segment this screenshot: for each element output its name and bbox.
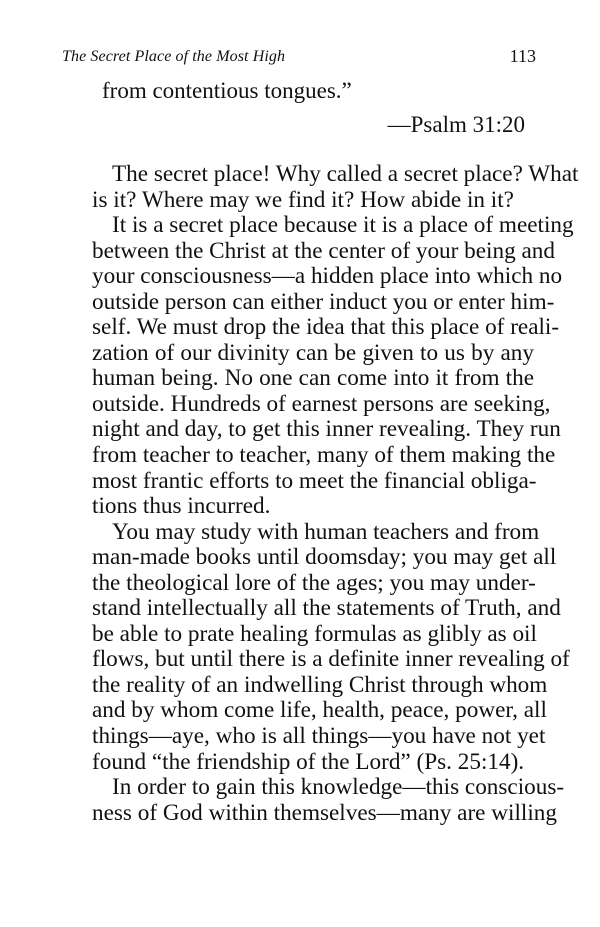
text-line: night and day, to get this inner revealing. They run — [92, 416, 561, 443]
text-line: man-made books until doomsday; you may get all — [92, 544, 557, 571]
text-line: things—aye, who is all things—you have not yet — [92, 723, 546, 750]
text-line: outside. Hundreds of earnest persons are seeking, — [92, 390, 551, 417]
page-number: 113 — [509, 46, 536, 66]
text-line: zation of our divinity can be given to us by any — [92, 339, 534, 366]
text-line: your consciousness—a hidden place into which no — [92, 263, 563, 290]
paragraph-1 — [72, 161, 579, 213]
text-line: be able to prate healing formulas as glibly as oil — [92, 620, 537, 647]
text-line: outside person can either induct you or enter him- — [92, 288, 555, 315]
text-line: tions thus incurred. — [92, 493, 271, 520]
text-line: most frantic efforts to meet the financial obliga- — [92, 467, 537, 494]
text-line: human being. No one can come into it from the — [92, 365, 534, 392]
text-line: You may study with human teachers and from — [112, 518, 540, 545]
text-line: is it? Where may we find it? How abide in it? — [92, 186, 514, 213]
paragraph-4 — [72, 774, 565, 826]
epigraph-closing-line: from contentious tongues.” — [102, 78, 352, 103]
text-line: from teacher to teacher, many of them making the — [92, 442, 556, 469]
running-head: The Secret Place of the Most High — [62, 48, 286, 65]
text-line: between the Christ at the center of your being and — [92, 237, 555, 264]
text-line: the reality of an indwelling Christ through whom — [92, 671, 548, 698]
text-line: ness of God within themselves—many are willing — [92, 799, 557, 826]
paragraph-2 — [72, 212, 574, 520]
text-line: self. We must drop the idea that this place of reali- — [92, 314, 560, 341]
paragraph-3 — [72, 518, 570, 775]
body-text — [72, 161, 579, 826]
epigraph-citation: —Psalm 31:20 — [387, 112, 525, 137]
text-line: the theological lore of the ages; you may under- — [92, 569, 536, 596]
text-line: stand intellectually all the statements of Truth, and — [92, 595, 561, 622]
text-line: and by whom come life, health, peace, power, all — [92, 697, 547, 724]
text-line: The secret place! Why called a secret place? What — [112, 161, 579, 187]
text-line: In order to gain this knowledge—this conscious- — [112, 774, 565, 801]
text-line: It is a secret place because it is a place of meeting — [112, 212, 574, 239]
text-line: found “the friendship of the Lord” (Ps. 25:14). — [92, 748, 525, 775]
text-line: flows, but until there is a definite inner revealing of — [92, 646, 570, 673]
